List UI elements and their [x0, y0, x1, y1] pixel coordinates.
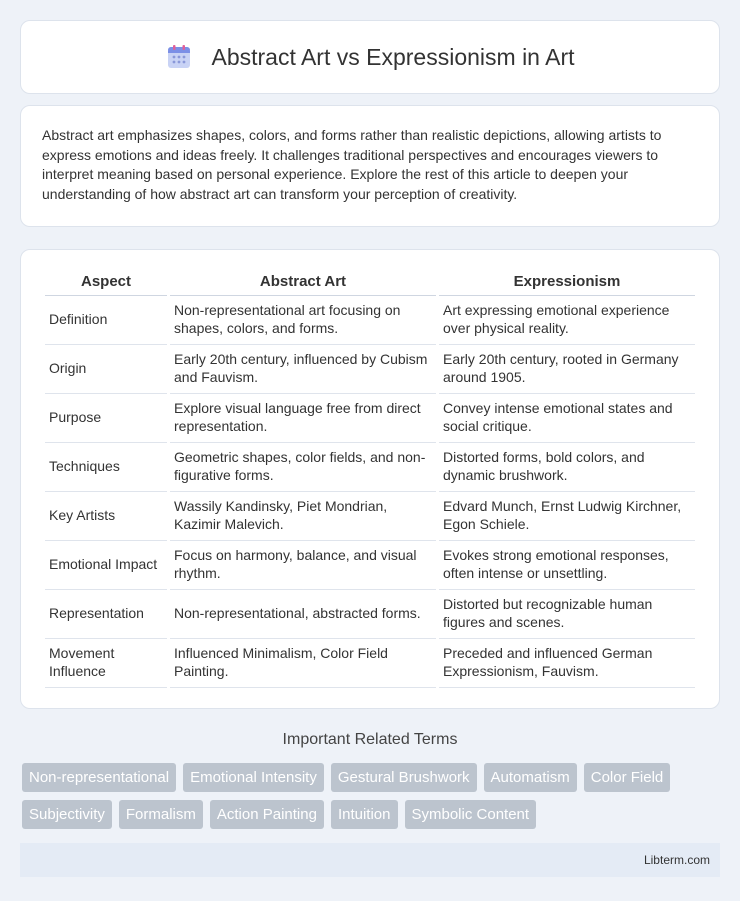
title-card: [20, 20, 720, 94]
comparison-table: [42, 270, 698, 688]
related-terms-title: Important Related Terms: [282, 730, 458, 748]
tag-action-painting[interactable]: Action Painting: [210, 800, 324, 829]
tag-emotional-intensity[interactable]: Emotional Intensity: [183, 763, 324, 792]
table-row: [45, 541, 695, 590]
row-aspect: Representation: [45, 590, 167, 639]
table-row: [45, 443, 695, 492]
table-row: [45, 590, 695, 639]
row-expressionism: Edvard Munch, Ernst Ludwig Kirchner, Egon Schiele.: [439, 492, 695, 541]
tag-intuition[interactable]: Intuition: [331, 800, 398, 829]
footer: [20, 843, 720, 877]
row-aspect: Origin: [45, 345, 167, 394]
table-header-row: [45, 270, 695, 296]
row-abstract: Early 20th century, influenced by Cubism and Fauvism.: [170, 345, 436, 394]
row-expressionism: Art expressing emotional experience over physical reality.: [439, 296, 695, 345]
row-expressionism: Preceded and influenced German Expressionism, Fauvism.: [439, 639, 695, 688]
comparison-card: [20, 249, 720, 709]
row-abstract: Geometric shapes, color fields, and non-figurative forms.: [170, 443, 436, 492]
header-abstract-art: Abstract Art: [170, 270, 436, 296]
table-row: [45, 296, 695, 345]
tag-formalism[interactable]: Formalism: [119, 800, 203, 829]
related-terms-list: [0, 763, 740, 829]
row-abstract: Explore visual language free from direct representation.: [170, 394, 436, 443]
header-expressionism: Expressionism: [439, 270, 695, 296]
row-abstract: Influenced Minimalism, Color Field Painting.: [170, 639, 436, 688]
tag-non-representational[interactable]: Non-representational: [22, 763, 176, 792]
intro-card: [20, 105, 720, 227]
table-row: [45, 345, 695, 394]
row-aspect: Purpose: [45, 394, 167, 443]
row-abstract: Wassily Kandinsky, Piet Mondrian, Kazimir Malevich.: [170, 492, 436, 541]
table-row: [45, 639, 695, 688]
tag-gestural-brushwork[interactable]: Gestural Brushwork: [331, 763, 477, 792]
header-aspect: Aspect: [45, 270, 167, 296]
row-expressionism: Distorted but recognizable human figures and scenes.: [439, 590, 695, 639]
tag-color-field[interactable]: Color Field: [584, 763, 671, 792]
row-aspect: Emotional Impact: [45, 541, 167, 590]
row-aspect: Key Artists: [45, 492, 167, 541]
row-abstract: Non-representational art focusing on shapes, colors, and forms.: [170, 296, 436, 345]
tag-symbolic-content[interactable]: Symbolic Content: [405, 800, 537, 829]
row-expressionism: Distorted forms, bold colors, and dynamic brushwork.: [439, 443, 695, 492]
intro-text: Abstract art emphasizes shapes, colors, and forms rather than realistic depictions, allowing artists to express emotions and ideas freely. It challenges traditional perspectives and encourages viewers to interpret meaning based on personal experience. Explore the rest of this article to deepen your understanding of how abstract art can transform your perception of creativity.: [42, 127, 662, 202]
footer-site-link[interactable]: Libterm.com: [643, 852, 710, 867]
row-abstract: Focus on harmony, balance, and visual rhythm.: [170, 541, 436, 590]
related-terms-section: [0, 731, 740, 829]
table-row: [45, 492, 695, 541]
row-aspect: Techniques: [45, 443, 167, 492]
page-title: Abstract Art vs Expressionism in Art: [211, 43, 575, 70]
table-row: [45, 394, 695, 443]
row-aspect: Definition: [45, 296, 167, 345]
row-expressionism: Convey intense emotional states and social critique.: [439, 394, 695, 443]
row-expressionism: Early 20th century, rooted in Germany around 1905.: [439, 345, 695, 394]
row-abstract: Non-representational, abstracted forms.: [170, 590, 436, 639]
row-aspect: Movement Influence: [45, 639, 167, 688]
calendar-icon: [165, 43, 193, 71]
row-expressionism: Evokes strong emotional responses, often intense or unsettling.: [439, 541, 695, 590]
tag-automatism[interactable]: Automatism: [484, 763, 577, 792]
tag-subjectivity[interactable]: Subjectivity: [22, 800, 112, 829]
